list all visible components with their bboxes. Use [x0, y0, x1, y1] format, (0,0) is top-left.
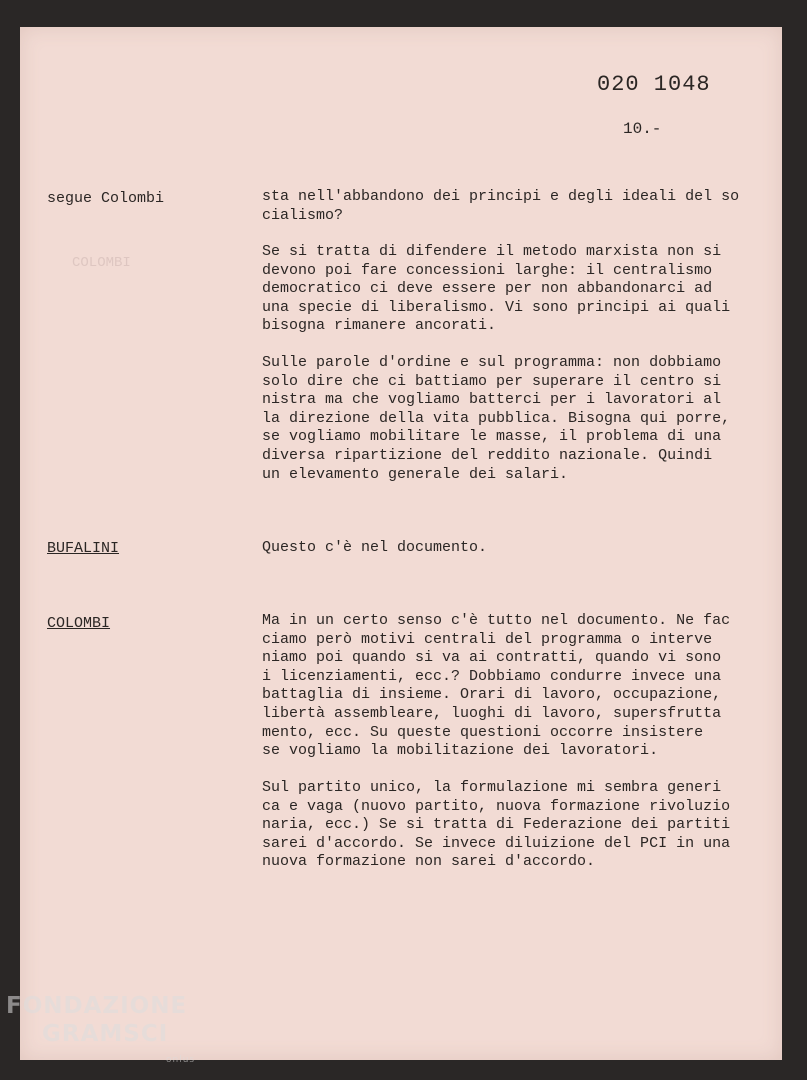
paragraph: Sul partito unico, la formulazione mi sembra generi ca e vaga (nuovo partito, nuova formazione rivoluzio naria, ecc.) Se si tratta di Federazione dei partiti sarei d'accordo. Se invece diluizione del PCI in una nuova formazione non sarei d'accordo. — [262, 779, 731, 871]
watermark-line1: FONDAZIONE — [6, 993, 188, 1019]
fondazione-gramsci-watermark — [6, 992, 196, 1065]
paragraph: Questo c'è nel documento. — [262, 539, 488, 556]
paragraph: Sulle parole d'ordine e sul programma: non dobbiamo solo dire che ci battiamo per superare il centro si nistra ma che vogliamo batterci per i lavoratori al la direzione della vita pubblica. Bisogna qui porre, se vogliamo mobilitare le masse, il problema di una diversa ripartizione del reddito nazionale. Quindi un elevamento generale dei salari. — [262, 354, 731, 483]
watermark-small: onlus — [166, 1055, 196, 1065]
paragraph: Ma in un certo senso c'è tutto nel documento. Ne fac ciamo però motivi centrali del programma o interve niamo poi quando si va ai contratti, quando vi sono i licenziamenti, ecc.? Dobbiamo condurre invece una battaglia di insieme. Orari di lavoro, occupazione, libertà assembleare, luoghi di lavoro, supersfrutta mento, ecc. Su queste questioni occorre insistere se vogliamo la mobilitazione dei lavoratori. — [262, 612, 731, 760]
document-page — [20, 27, 782, 1060]
paragraph: sta nell'abbandono dei principi e degli ideali del so cialismo? — [262, 188, 740, 224]
paragraph: Se si tratta di difendere il metodo marxista non si devono poi fare concessioni larghe: il centralismo democratico ci deve essere per non abbandonarci ad una specie di liberalismo. Vi sono principi ai quali bisogna rimanere ancorati. — [262, 243, 731, 335]
speaker-label: BUFALINI — [47, 540, 120, 557]
watermark-line2: GRAMSCI — [42, 1021, 169, 1047]
bleed-through-text: COLOMBI — [72, 255, 131, 271]
speaker-label: segue Colombi — [47, 190, 165, 207]
page-number: 10.- — [623, 120, 662, 138]
archive-code: 020 1048 — [597, 72, 711, 97]
speaker-label: COLOMBI — [47, 615, 111, 632]
